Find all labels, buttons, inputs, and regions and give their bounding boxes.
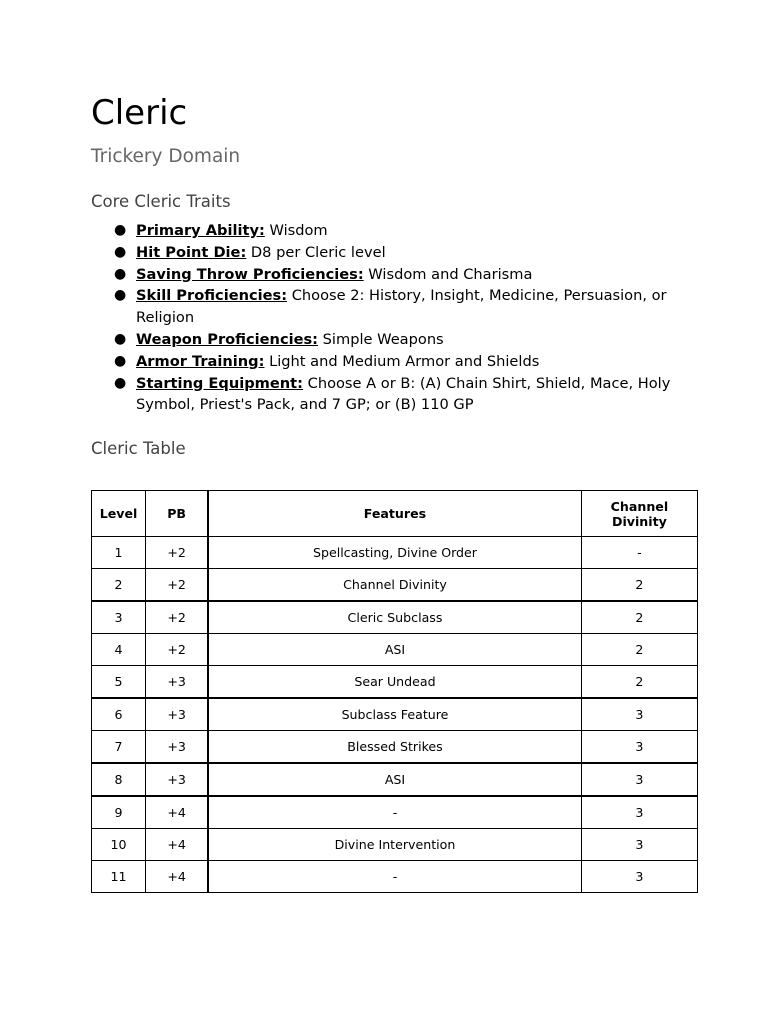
cell-level: 4 <box>92 634 146 666</box>
trait-text: Choose A or B: (A) Chain Shirt, Shield, Mace, Holy Symbol, Priest's Pack, and 7 GP; or (B) 110 GP <box>136 374 671 414</box>
header-level: Level <box>92 491 146 537</box>
trait-label: Primary Ability: <box>136 222 265 239</box>
header-channel-divinity <box>581 491 697 537</box>
bullet-icon: ● <box>114 222 127 238</box>
cell-channel-divinity: - <box>581 537 697 569</box>
table-row <box>92 763 698 796</box>
cell-channel-divinity: 2 <box>581 601 697 634</box>
table-header-row <box>92 491 698 537</box>
cell-features: ASI <box>208 763 581 796</box>
trait-text: Wisdom and Charisma <box>363 265 533 283</box>
cell-features: Sear Undead <box>208 666 581 699</box>
cell-pb: +4 <box>146 829 209 861</box>
cell-level: 2 <box>92 569 146 602</box>
trait-item <box>91 329 687 351</box>
cell-features: Spellcasting, Divine Order <box>208 537 581 569</box>
table-row <box>92 634 698 666</box>
cell-features: Blessed Strikes <box>208 731 581 764</box>
cell-pb: +2 <box>146 601 209 634</box>
table-row <box>92 796 698 829</box>
cell-channel-divinity: 3 <box>581 796 697 829</box>
table-row <box>92 569 698 602</box>
table-row <box>92 861 698 893</box>
trait-item <box>91 242 687 264</box>
trait-label: Starting Equipment: <box>136 374 303 392</box>
cell-pb: +2 <box>146 569 209 602</box>
cell-level: 8 <box>92 763 146 796</box>
cell-channel-divinity: 2 <box>581 666 697 699</box>
cell-features: ASI <box>208 634 581 666</box>
trait-item <box>91 220 687 242</box>
bullet-icon: ● <box>114 243 127 260</box>
trait-item <box>91 373 687 417</box>
cell-channel-divinity: 2 <box>581 634 697 666</box>
trait-text: Wisdom <box>264 222 328 239</box>
trait-text: D8 per Cleric level <box>246 243 386 261</box>
trait-label: Armor Training: <box>136 352 265 370</box>
trait-text: Light and Medium Armor and Shields <box>264 352 540 370</box>
trait-label: Saving Throw Proficiencies: <box>136 265 364 283</box>
cell-pb: +3 <box>146 731 209 764</box>
table-row <box>92 698 698 731</box>
table-body <box>92 537 698 893</box>
trait-text: Simple Weapons <box>318 330 444 348</box>
table-heading: Cleric Table <box>91 439 186 458</box>
table-row <box>92 731 698 764</box>
traits-heading: Core Cleric Traits <box>91 192 231 211</box>
trait-item <box>91 351 687 373</box>
cell-channel-divinity: 3 <box>581 829 697 861</box>
cell-level: 9 <box>92 796 146 829</box>
trait-item <box>91 285 687 329</box>
bullet-icon: ● <box>114 265 127 282</box>
cell-channel-divinity: 3 <box>581 763 697 796</box>
cell-features: Subclass Feature <box>208 698 581 731</box>
cell-features: Divine Intervention <box>208 829 581 861</box>
cleric-table <box>91 490 698 893</box>
traits-list <box>91 220 687 416</box>
table-row <box>92 666 698 699</box>
cell-level: 7 <box>92 731 146 764</box>
cell-pb: +3 <box>146 666 209 699</box>
cell-level: 3 <box>92 601 146 634</box>
table-row <box>92 537 698 569</box>
cell-pb: +3 <box>146 763 209 796</box>
cell-channel-divinity: 3 <box>581 698 697 731</box>
header-pb: PB <box>146 491 209 537</box>
bullet-icon: ● <box>114 352 127 369</box>
trait-label: Skill Proficiencies: <box>136 287 288 305</box>
cell-pb: +2 <box>146 537 209 569</box>
cell-features: Channel Divinity <box>208 569 581 602</box>
cell-level: 1 <box>92 537 146 569</box>
page-title: Cleric <box>91 93 188 133</box>
bullet-icon: ● <box>114 287 127 304</box>
cell-features: - <box>208 861 581 893</box>
trait-text: Choose 2: History, Insight, Medicine, Persuasion, or Religion <box>136 287 667 327</box>
cell-channel-divinity: 2 <box>581 569 697 602</box>
cell-channel-divinity: 3 <box>581 861 697 893</box>
table-row <box>92 601 698 634</box>
cell-pb: +4 <box>146 861 209 893</box>
cell-level: 11 <box>92 861 146 893</box>
cell-features: - <box>208 796 581 829</box>
bullet-icon: ● <box>114 330 127 347</box>
header-features: Features <box>208 491 581 537</box>
bullet-icon: ● <box>114 374 127 391</box>
cell-pb: +3 <box>146 698 209 731</box>
trait-label: Weapon Proficiencies: <box>136 330 319 348</box>
cell-level: 6 <box>92 698 146 731</box>
table-row <box>92 829 698 861</box>
page-subtitle: Trickery Domain <box>91 146 241 167</box>
header-channel-divinity-text: Channel Divinity <box>610 498 669 529</box>
cell-level: 5 <box>92 666 146 699</box>
trait-item <box>91 264 687 286</box>
cell-channel-divinity: 3 <box>581 731 697 764</box>
cell-level: 10 <box>92 829 146 861</box>
cell-features: Cleric Subclass <box>208 601 581 634</box>
cell-pb: +4 <box>146 796 209 829</box>
cell-pb: +2 <box>146 634 209 666</box>
trait-label: Hit Point Die: <box>136 243 247 261</box>
